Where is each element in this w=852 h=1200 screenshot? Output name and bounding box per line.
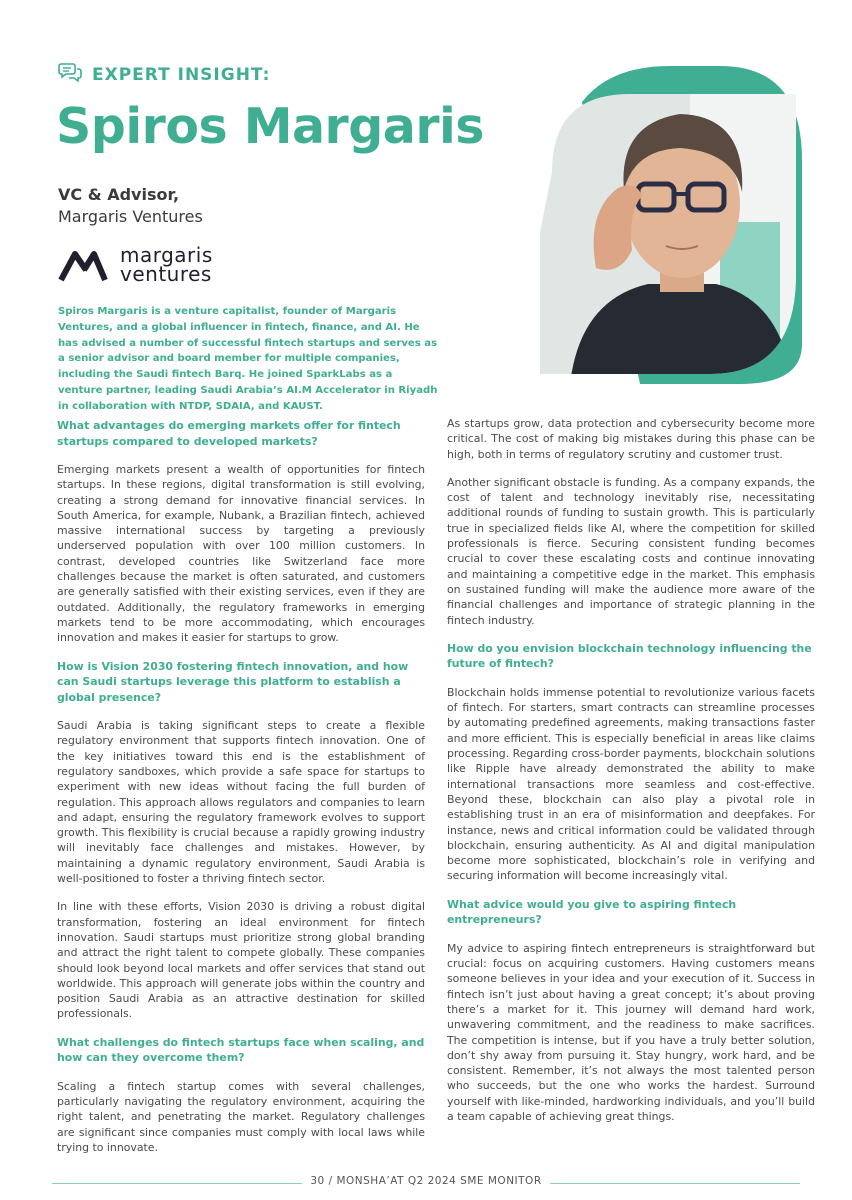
- question-heading: How is Vision 2030 fostering fintech innovation, and how can Saudi startups leverage this platform to establish a global presence?: [57, 659, 409, 704]
- company: Margaris Ventures: [58, 207, 203, 226]
- question-heading: How do you envision blockchain technology influencing the future of fintech?: [447, 641, 812, 671]
- role: VC & Advisor,: [58, 185, 180, 204]
- answer-paragraph: Blockchain holds immense potential to revolutionize various facets of fintech. For starters, smart contracts can streamline processes by automating predefined agreements, making transactions faster and more efficient. This is especially beneficial in areas like claims processing. Regarding cross-border payments, blockchain solutions like Ripple have already demonstrated the ability to make international transactions more seamless and cost-effective. Beyond these, blockchain can also play a pivotal role in establishing trust in an era of misinformation and deepfakes. For instance, news and critical information could be validated through blockchain, ensuring authenticity. As AI and digital manipulation become more sophisticated, blockchain’s role in verifying and securing information will become increasingly vital.: [447, 685, 815, 883]
- right-column: [447, 416, 815, 1137]
- answer-paragraph: Scaling a fintech startup comes with several challenges, particularly navigating the regulatory environment, acquiring the right talent, and penetrating the market. Regulatory challenges are significant since companies must comply with local laws while trying to innovate.: [57, 1079, 425, 1154]
- logo-line-2: ventures: [120, 262, 212, 286]
- footer: [0, 1175, 852, 1187]
- bio-intro: Spiros Margaris is a venture capitalist, founder of Margaris Ventures, and a global influencer in fintech, finance, and AI. He has advised a number of successful fintech startups and serves as a senior advisor and board member for multiple companies, including the Saudi fintech Barq. He joined SparkLabs as a venture partner, leading Saudi Arabia’s AI.M Accelerator in Riyadh in collaboration with NTDP, SDAIA, and KAUST.: [58, 306, 438, 412]
- answer-paragraph: In line with these efforts, Vision 2030 is driving a robust digital transformation, fostering an ideal environment for fintech innovation. Saudi startups must prioritize strong global branding and attract the right talent to compete globally. These companies should look beyond local markets and offer services that stand out worldwide. This approach will generate jobs within the country and position Saudi Arabia as an attractive destination for skilled professionals.: [57, 900, 425, 1021]
- logo-line-1: margaris: [120, 243, 213, 267]
- logo-mark-icon: [58, 248, 108, 282]
- left-column: [57, 418, 425, 1168]
- chat-bubbles-icon: [58, 62, 82, 87]
- page-title: Spiros Margaris: [56, 98, 484, 155]
- answer-paragraph: Another significant obstacle is funding. As a company expands, the cost of talent and technology inevitably rise, necessitating additional rounds of funding to sustain growth. This is particularly true in specialized fields like AI, where the competition for skilled professionals is fierce. Securing consistent funding becomes crucial to cover these escalating costs and continue innovating and maintaining a competitive edge in the market. This emphasis on sustained funding will make the audience more aware of the financial challenges and importance of strategic planning in the fintech industry.: [447, 475, 815, 627]
- question-heading: What challenges do fintech startups face when scaling, and how can they overcome them?: [57, 1035, 425, 1065]
- section-label-text: EXPERT INSIGHT:: [92, 64, 271, 85]
- question-heading: What advantages do emerging markets offer for fintech startups compared to developed markets?: [57, 419, 401, 448]
- section-label: [58, 62, 270, 87]
- answer-paragraph: As startups grow, data protection and cybersecurity become more critical. The cost of making big mistakes during this phase can be high, both in terms of regulatory scrutiny and customer trust.: [447, 417, 815, 461]
- company-logo: [58, 243, 213, 286]
- question-heading: What advice would you give to aspiring fintech entrepreneurs?: [447, 897, 737, 927]
- portrait-photo: [520, 62, 820, 384]
- footer-text: 30 / MONSHA’AT Q2 2024 SME MONITOR: [302, 1175, 549, 1187]
- answer-paragraph: Emerging markets present a wealth of opportunities for fintech startups. In these regions, digital transformation is still evolving, creating a strong demand for innovative financial services. In South America, for example, Nubank, a Brazilian fintech, achieved massive international success by targeting a previously underserved population with over 100 million customers. In contrast, developed countries like Switzerland face more challenges because the market is often saturated, and customers are generally satisfied with their existing services, even if they are outdated. Additionally, the regulatory frameworks in emerging markets tend to be more accommodating, which encourages innovation and makes it easier for startups to grow.: [57, 463, 425, 645]
- answer-paragraph: My advice to aspiring fintech entrepreneurs is straightforward but crucial: focus on acquiring customers. Having customers means someone believes in your idea and your execution of it. Success in fintech isn’t just about having a great concept; it’s about proving there’s a market for it. This journey will demand hard work, unwavering commitment, and the readiness to make sacrifices. The competition is intense, but if you have a truly better solution, don’t shy away from pursuing it. Stay hungry, work hard, and be consistent. Remember, it’s not always the most talented person who succeeds, but the one who works the hardest. Surround yourself with like-minded, hardworking individuals, and you’ll build a team capable of achieving great things.: [447, 941, 815, 1123]
- answer-paragraph: Saudi Arabia is taking significant steps to create a flexible regulatory environment that supports fintech innovation. One of the key initiatives toward this end is the establishment of regulatory sandboxes, which provide a safe space for startups to experiment with new ideas without facing the full burden of regulation. This approach allows regulators and companies to learn and adapt, ensuring the regulatory framework evolves to support growth. This flexibility is crucial because a rapidly growing industry will inevitably face challenges and mistakes. However, by maintaining a dynamic regulatory environment, Saudi Arabia is well-positioned to foster a thriving fintech sector.: [57, 719, 425, 886]
